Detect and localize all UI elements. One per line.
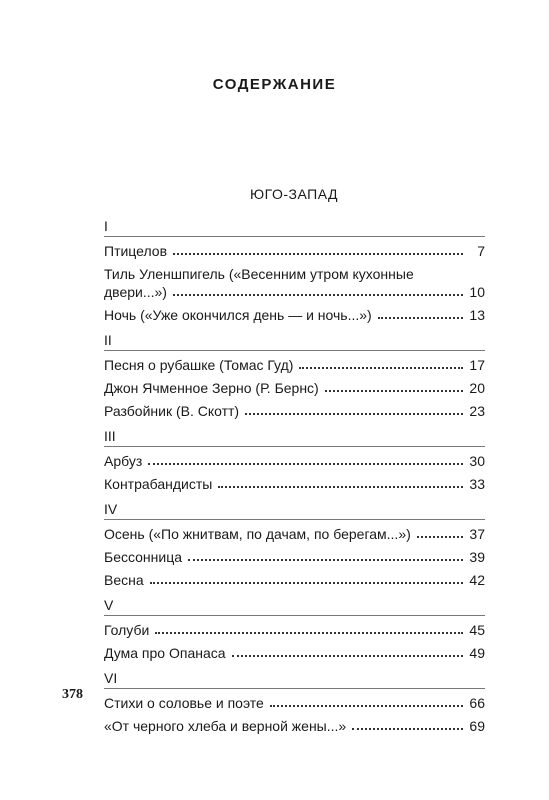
- entry-page: 20: [469, 380, 485, 396]
- page-number: 378: [62, 687, 83, 702]
- entry-title: Бессонница: [104, 549, 183, 565]
- dot-leader: [325, 390, 463, 392]
- entry-page: 69: [469, 718, 485, 734]
- entry-title: Песня о рубашке (Томас Гуд): [104, 357, 294, 373]
- part-label: IV: [104, 501, 118, 517]
- part-label: I: [104, 218, 108, 234]
- dot-leader: [218, 486, 463, 488]
- entry-title: Разбойник (В. Скотт): [104, 403, 240, 419]
- dot-leader: [352, 728, 463, 730]
- entry-title: «От черного хлеба и верной жены...»: [104, 718, 347, 734]
- entry-page: 45: [469, 622, 485, 638]
- entry-page: 33: [469, 476, 485, 492]
- entry-title: Дума про Опанаса: [104, 645, 226, 661]
- entry-page: 37: [469, 526, 485, 542]
- entry-page: 23: [469, 403, 485, 419]
- entry-page: 7: [477, 243, 485, 259]
- entry-title: Джон Ячменное Зерно (Р. Бернс): [104, 380, 319, 396]
- dot-leader: [148, 463, 463, 465]
- toc-part: [104, 217, 485, 324]
- toc-entry[interactable]: [104, 717, 485, 735]
- dot-leader: [150, 582, 463, 584]
- toc-entry[interactable]: [104, 571, 485, 589]
- entry-title: Осень («По жнитвам, по дачам, по берегам...»): [104, 526, 411, 542]
- part-divider: [104, 350, 485, 351]
- part-label: VI: [104, 670, 118, 686]
- entry-page: 42: [469, 572, 485, 588]
- entry-title-continued: двери...»): [104, 284, 167, 300]
- entry-page: 10: [469, 284, 485, 300]
- dot-leader: [173, 253, 463, 255]
- table-of-contents: [104, 217, 485, 742]
- toc-entry[interactable]: [104, 548, 485, 566]
- toc-part: [104, 596, 485, 662]
- entry-title: Ночь («Уже окончился день — и ночь...»): [104, 307, 372, 323]
- entry-page: 13: [469, 307, 485, 323]
- section-title: ЮГО-ЗАПАД: [250, 186, 338, 202]
- toc-entry[interactable]: [104, 356, 485, 374]
- dot-leader: [155, 632, 463, 634]
- part-label: II: [104, 332, 112, 348]
- toc-part: [104, 331, 485, 420]
- toc-entry[interactable]: [104, 644, 485, 662]
- dot-leader: [188, 559, 463, 561]
- entry-title: Тиль Уленшпигель («Весенним утром кухонные: [104, 266, 414, 282]
- part-label: III: [104, 428, 116, 444]
- entry-page: 17: [469, 357, 485, 373]
- part-label: V: [104, 597, 114, 613]
- dot-leader: [245, 413, 463, 415]
- dot-leader: [270, 705, 463, 707]
- toc-entry[interactable]: [104, 242, 485, 260]
- entry-title: Птицелов: [104, 243, 168, 259]
- entry-title: Голуби: [104, 622, 150, 638]
- page-title: СОДЕРЖАНИЕ: [212, 76, 337, 93]
- toc-entry[interactable]: [104, 525, 485, 543]
- entry-page: 66: [469, 695, 485, 711]
- toc-entry[interactable]: [104, 306, 485, 324]
- dot-leader: [299, 367, 463, 369]
- entry-page: 30: [469, 453, 485, 469]
- dot-leader: [378, 317, 463, 319]
- toc-entry[interactable]: [104, 402, 485, 420]
- dot-leader: [232, 655, 463, 657]
- toc-entry[interactable]: [104, 379, 485, 397]
- entry-title: Арбуз: [104, 453, 143, 469]
- toc-part: [104, 427, 485, 493]
- part-divider: [104, 236, 485, 237]
- toc-entry[interactable]: [104, 475, 485, 493]
- part-divider: [104, 615, 485, 616]
- toc-entry[interactable]: [104, 265, 485, 301]
- entry-title: Контрабандисты: [104, 476, 213, 492]
- toc-entry[interactable]: [104, 452, 485, 470]
- part-divider: [104, 446, 485, 447]
- dot-leader: [173, 294, 463, 296]
- entry-page: 49: [469, 645, 485, 661]
- part-divider: [104, 519, 485, 520]
- dot-leader: [417, 536, 463, 538]
- part-divider: [104, 688, 485, 689]
- entry-page: 39: [469, 549, 485, 565]
- toc-part: [104, 500, 485, 589]
- entry-title: Весна: [104, 572, 144, 588]
- toc-entry[interactable]: [104, 621, 485, 639]
- toc-part: [104, 669, 485, 735]
- toc-entry[interactable]: [104, 694, 485, 712]
- entry-title: Стихи о соловье и поэте: [104, 695, 264, 711]
